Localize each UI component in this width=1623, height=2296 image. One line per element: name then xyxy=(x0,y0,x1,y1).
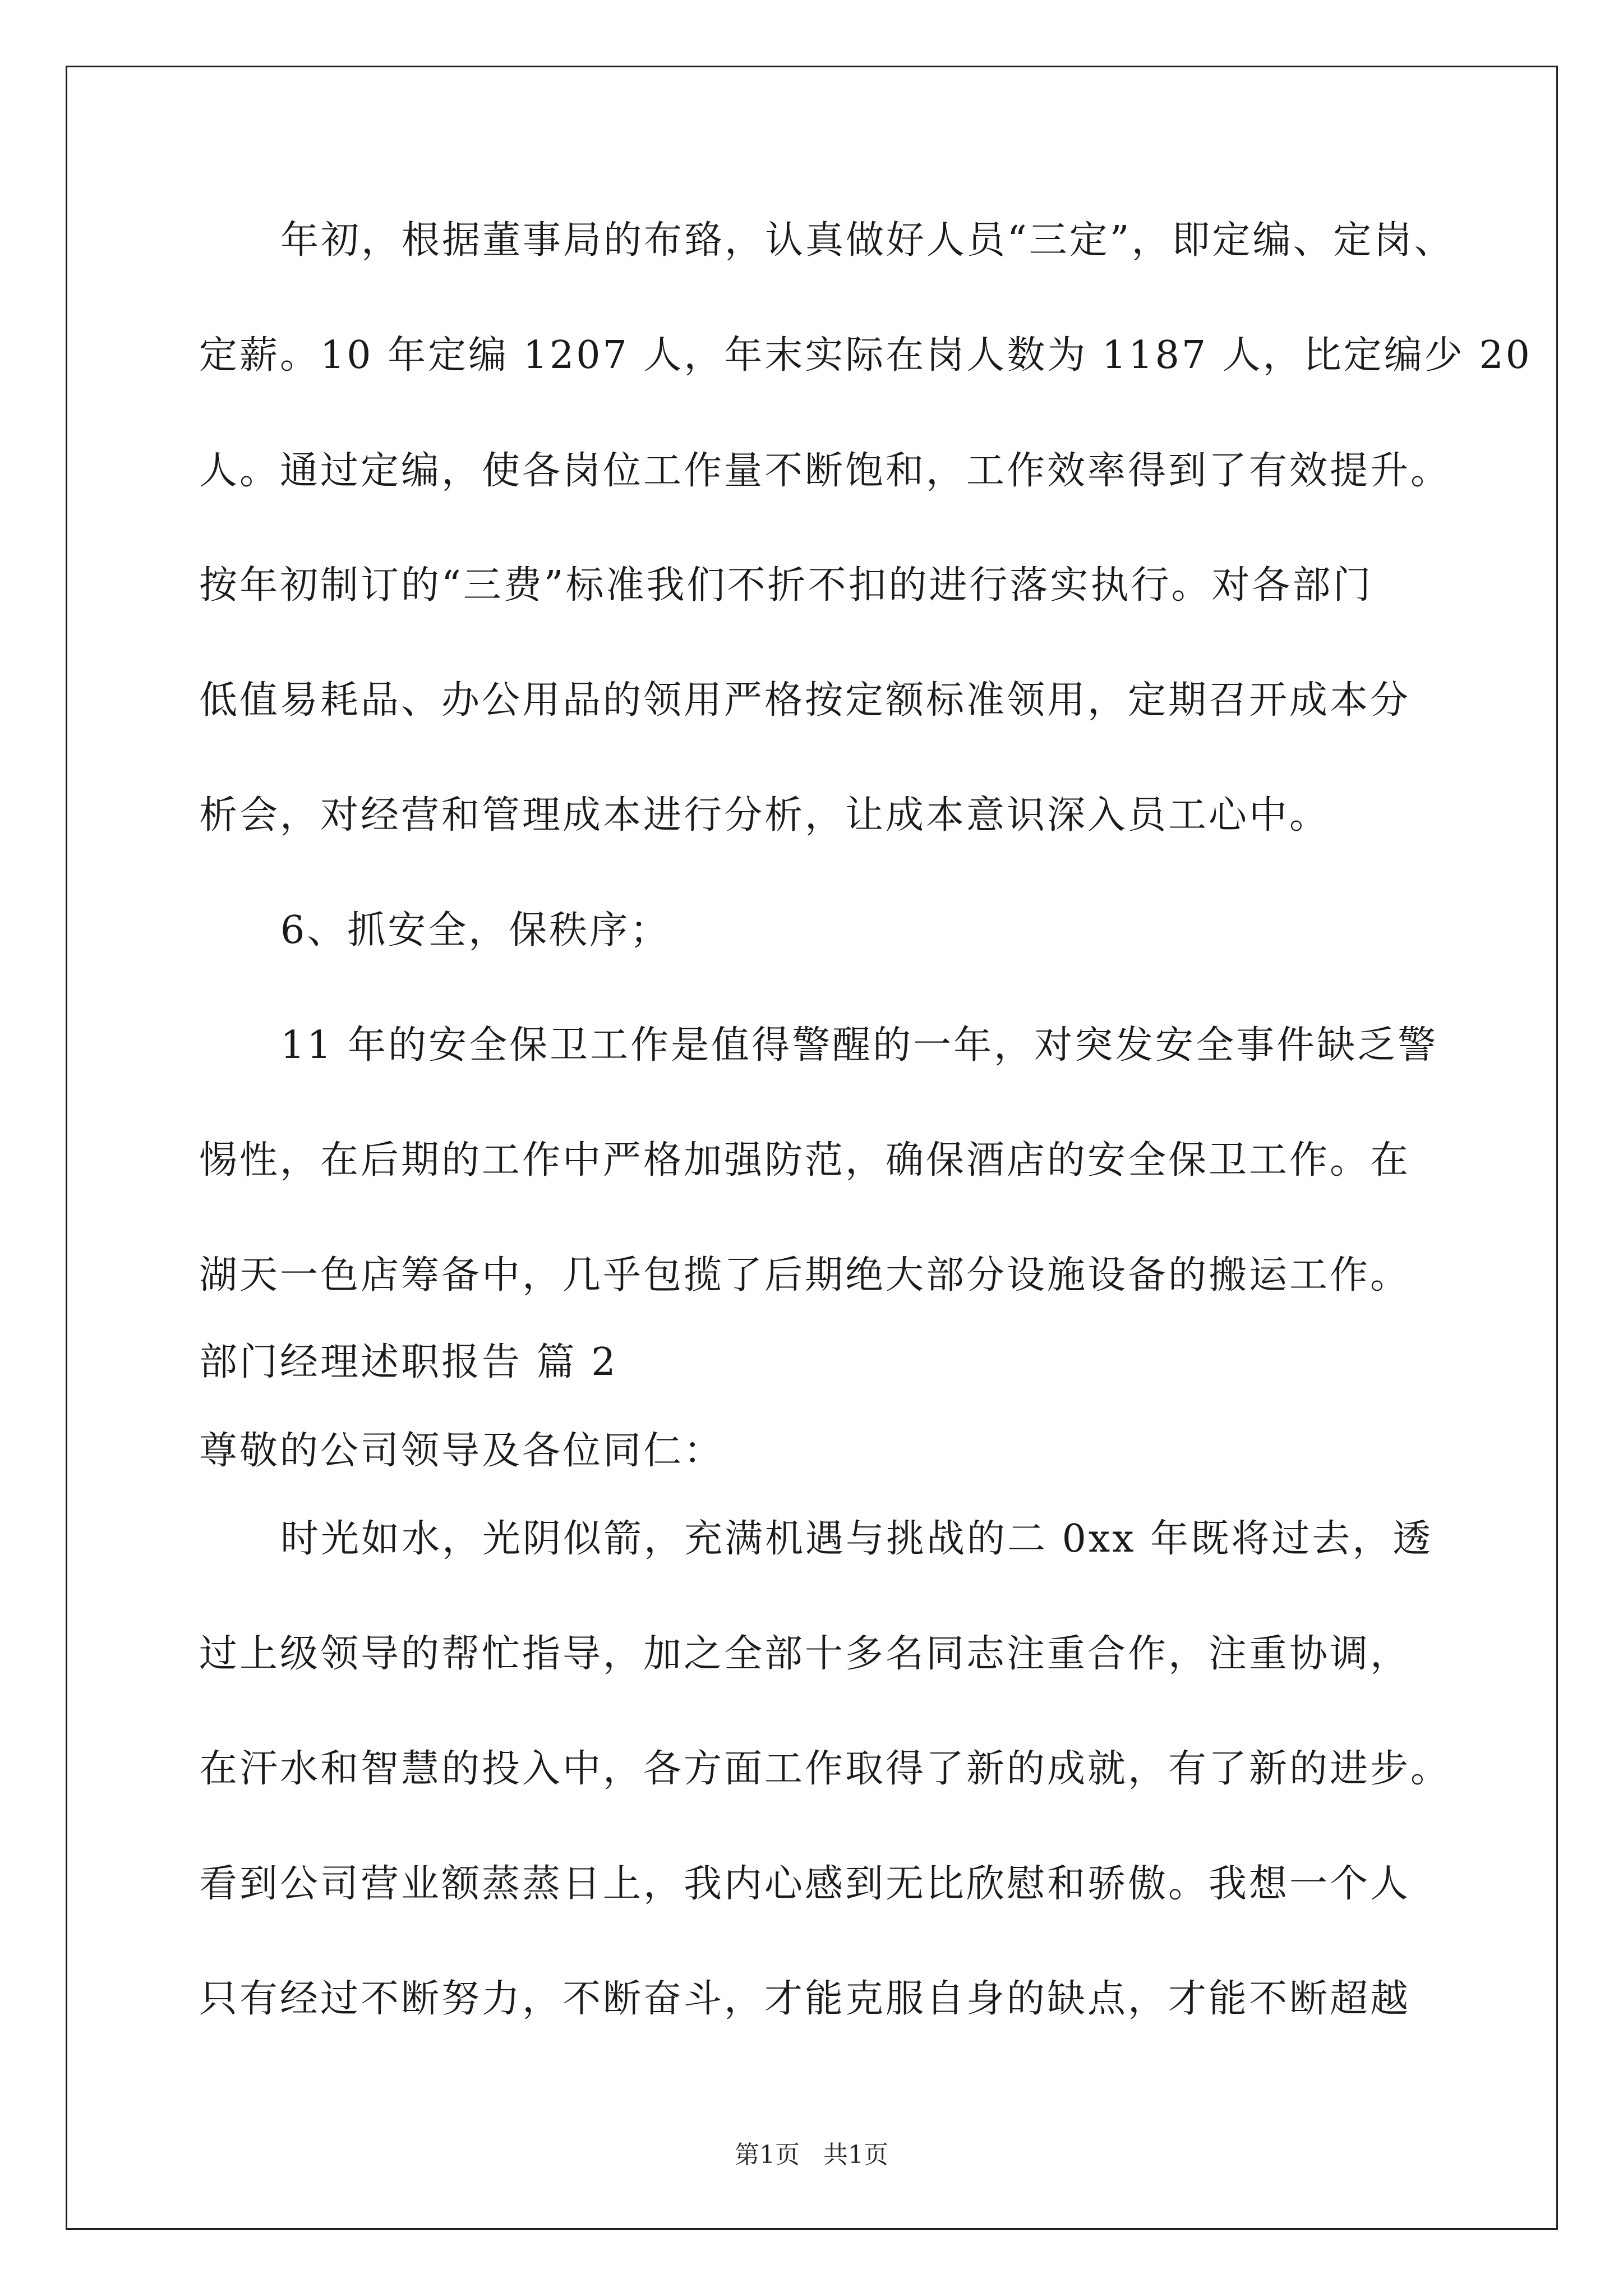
body-line: 定薪。10 年定编 1207 人，年末实际在岗人数为 1187 人，比定编少 20 xyxy=(199,333,1532,378)
body-line: 11 年的安全保卫工作是值得警醒的一年，对突发安全事件缺乏警 xyxy=(280,1023,1438,1068)
body-line: 析会，对经营和管理成本进行分析，让成本意识深入员工心中。 xyxy=(199,793,1330,838)
body-line: 年初，根据董事局的布臵，认真做好人员“三定”，即定编、定岗、 xyxy=(280,218,1455,263)
report-title: 部门经理述职报告 篇 2 xyxy=(199,1340,618,1384)
body-line: 按年初制订的“三费”标准我们不折不扣的进行落实执行。对各部门 xyxy=(199,563,1373,608)
body-line: 湖天一色店筹备中，几乎包揽了后期绝大部分设施设备的搬运工作。 xyxy=(199,1253,1411,1297)
salutation: 尊敬的公司领导及各位同仁： xyxy=(199,1429,725,1473)
body-line: 只有经过不断努力，不断奋斗，才能克服自身的缺点，才能不断超越 xyxy=(199,1977,1411,2021)
body-line: 人。通过定编，使各岗位工作量不断饱和，工作效率得到了有效提升。 xyxy=(199,449,1451,493)
page-footer xyxy=(0,2134,1623,2170)
page-number: 第1页 xyxy=(735,2141,800,2169)
body-line: 在汗水和智慧的投入中，各方面工作取得了新的成就，有了新的进步。 xyxy=(199,1747,1451,1791)
body-line: 惕性，在后期的工作中严格加强防范，确保酒店的安全保卫工作。在 xyxy=(199,1138,1411,1182)
body-line: 低值易耗品、办公用品的领用严格按定额标准领用，定期召开成本分 xyxy=(199,678,1411,723)
page-total: 共1页 xyxy=(823,2141,888,2169)
body-line: 时光如水，光阴似箭，充满机遇与挑战的二 0xx 年既将过去，透 xyxy=(280,1517,1433,1561)
section-heading: 6、抓安全，保秩序； xyxy=(280,908,671,953)
body-line: 过上级领导的帮忙指导，加之全部十多名同志注重合作，注重协调， xyxy=(199,1632,1411,1676)
body-line: 看到公司营业额蒸蒸日上，我内心感到无比欣慰和骄傲。我想一个人 xyxy=(199,1862,1411,1906)
